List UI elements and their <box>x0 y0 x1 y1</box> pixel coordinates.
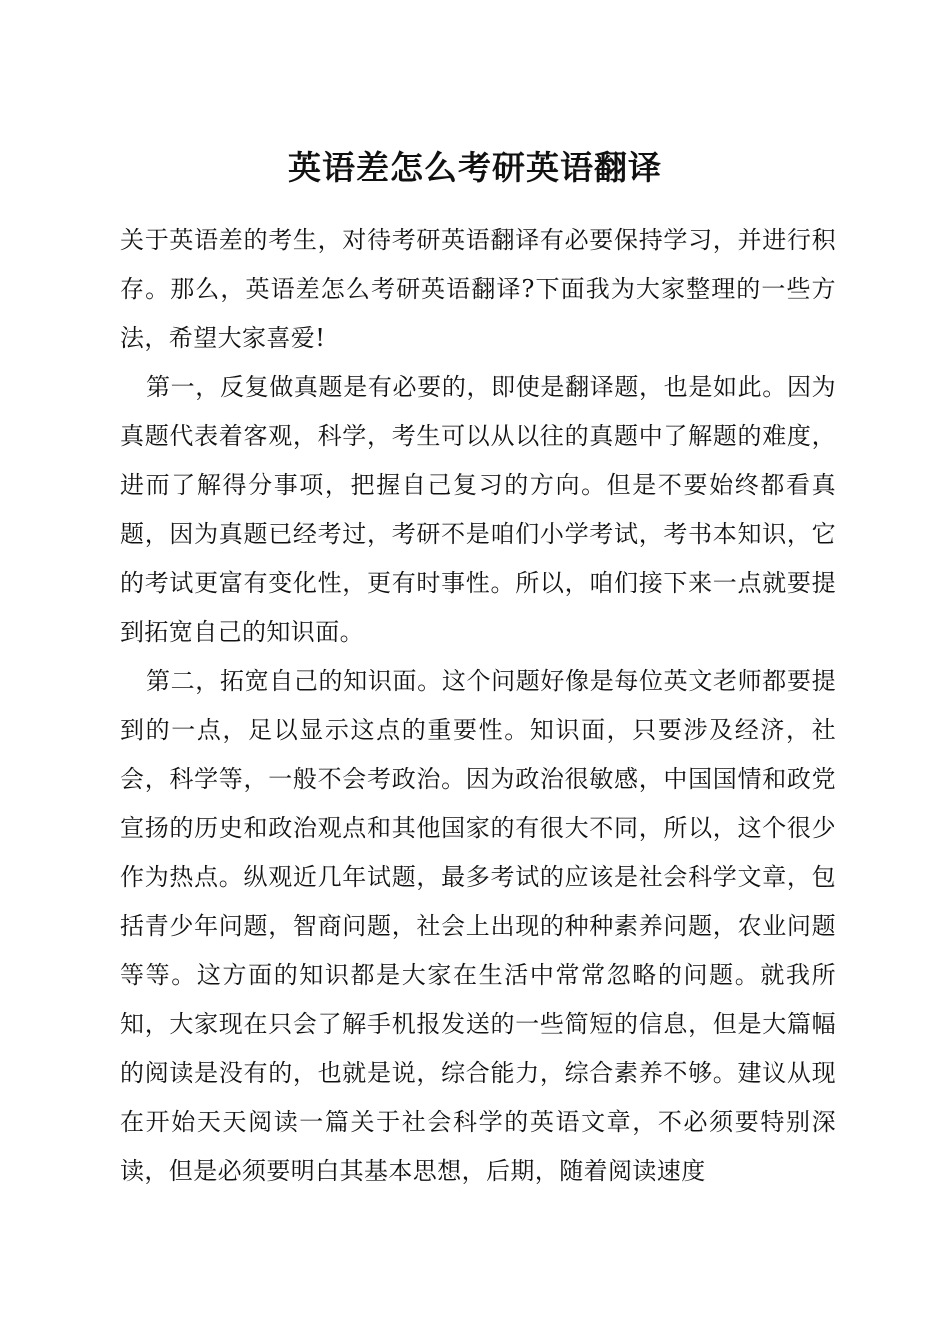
paragraph-intro: 关于英语差的考生，对待考研英语翻译有必要保持学习，并进行积存。那么，英语差怎么考研英语翻译?下面我为大家整理的一些方法，希望大家喜爱! <box>120 226 836 352</box>
paragraph-second-point: 第二，拓宽自己的知识面。这个问题好像是每位英文老师都要提到的一点，足以显示这点的重要性。知识面，只要涉及经济，社会，科学等，一般不会考政治。因为政治很敏感，中国国情和政党宣扬的历史和政治观点和其他国家的有很大不同，所以，这个很少作为热点。纵观近几年试题，最多考试的应该是社会科学文章，包括青少年问题，智商问题，社会上出现的种种素养问题，农业问题等等。这方面的知识都是大家在生活中常常忽略的问题。就我所知，大家现在只会了解手机报发送的一些简短的信息，但是大篇幅的阅读是没有的，也就是说，综合能力，综合素养不够。建议从现在开始天天阅读一篇关于社会科学的英语文章，不必须要特别深读，但是必须要明白其基本思想，后期，随着阅读速度 <box>120 667 836 1185</box>
paragraph-first-point: 第一，反复做真题是有必要的，即使是翻译题，也是如此。因为真题代表着客观，科学，考生可以从以往的真题中了解题的难度，进而了解得分事项，把握自己复习的方向。但是不要始终都看真题，因为真题已经考过，考研不是咱们小学考试，考书本知识，它的考试更富有变化性，更有时事性。所以，咱们接下来一点就要提到拓宽自己的知识面。 <box>120 373 836 646</box>
document-title: 英语差怎么考研英语翻译 <box>288 148 662 187</box>
document-body <box>120 216 836 1196</box>
